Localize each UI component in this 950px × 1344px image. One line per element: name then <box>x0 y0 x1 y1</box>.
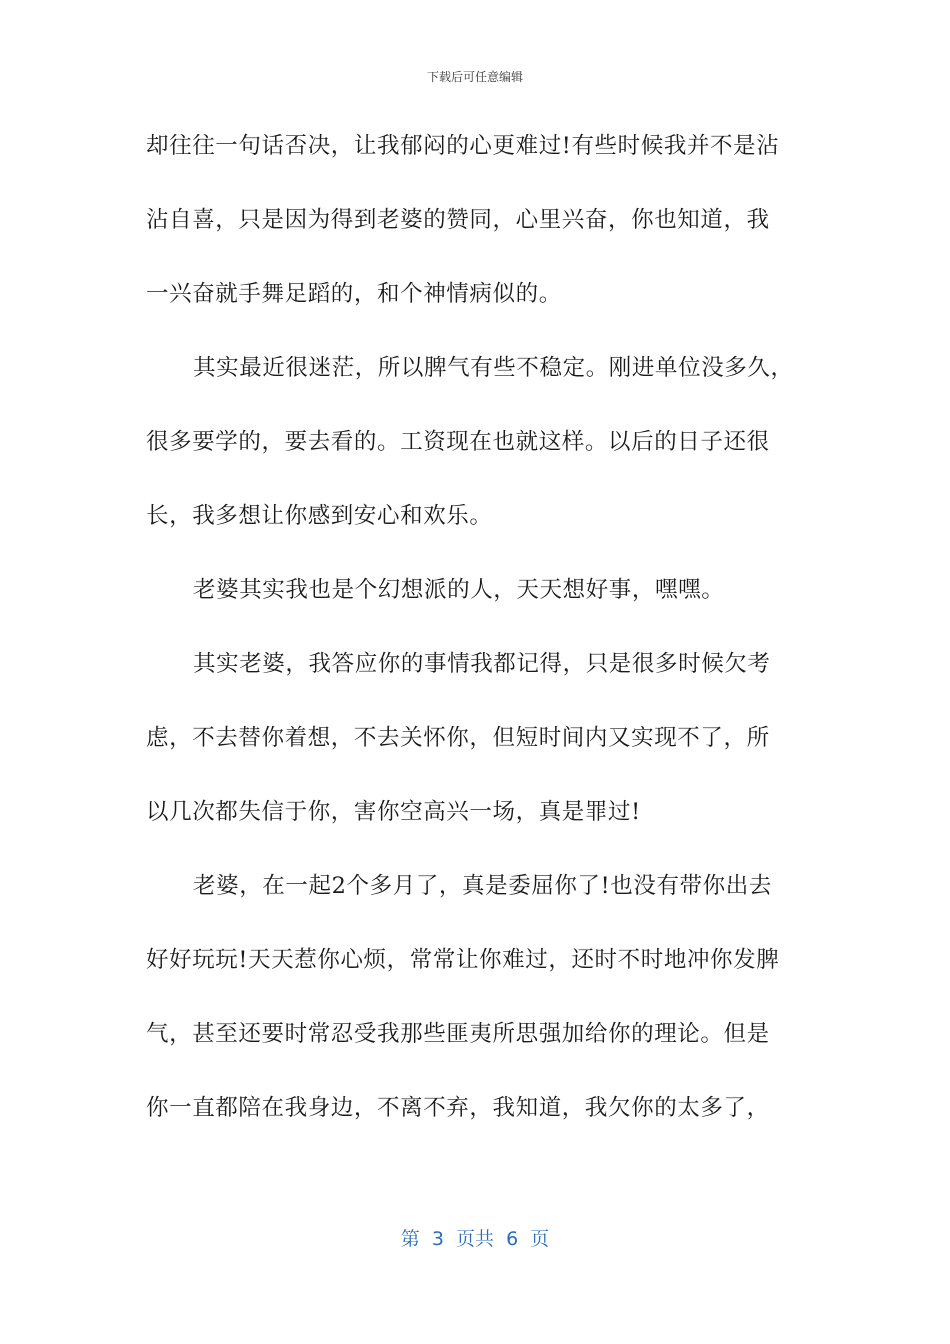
text-line: 好好玩玩!天天惹你心烦，常常让你难过，还时不时地冲你发脾 <box>146 947 780 973</box>
page-number-footer: 第 3 页共 6 页 <box>400 1228 550 1250</box>
text-line: 气，甚至还要时常忍受我那些匪夷所思强加给你的理论。但是 <box>146 1021 770 1047</box>
text-line: 其实最近很迷茫，所以脾气有些不稳定。刚进单位没多久， <box>193 355 794 381</box>
text-line: 沾自喜，只是因为得到老婆的赞同，心里兴奋，你也知道，我 <box>146 207 770 233</box>
text-line: 老婆，在一起2个多月了，真是委屈你了!也没有带你出去 <box>193 873 772 899</box>
text-line: 你一直都陪在我身边，不离不弃，我知道，我欠你的太多了， <box>146 1095 770 1121</box>
text-line: 虑，不去替你着想，不去关怀你，但短时间内又实现不了，所 <box>146 725 770 751</box>
text-line: 很多要学的，要去看的。工资现在也就这样。以后的日子还很 <box>146 429 770 455</box>
document-body <box>146 126 808 1162</box>
text-line: 却往往一句话否决，让我郁闷的心更难过!有些时候我并不是沾 <box>146 133 780 159</box>
text-line: 一兴奋就手舞足蹈的，和个神情病似的。 <box>146 281 562 307</box>
page-header: 下载后可任意编辑 <box>426 70 523 84</box>
text-line: 长，我多想让你感到安心和欢乐。 <box>146 503 493 529</box>
text-line: 以几次都失信于你，害你空高兴一场，真是罪过! <box>146 799 641 825</box>
text-line: 其实老婆，我答应你的事情我都记得，只是很多时候欠考 <box>193 651 771 677</box>
text-line: 老婆其实我也是个幻想派的人，天天想好事，嘿嘿。 <box>193 577 725 603</box>
